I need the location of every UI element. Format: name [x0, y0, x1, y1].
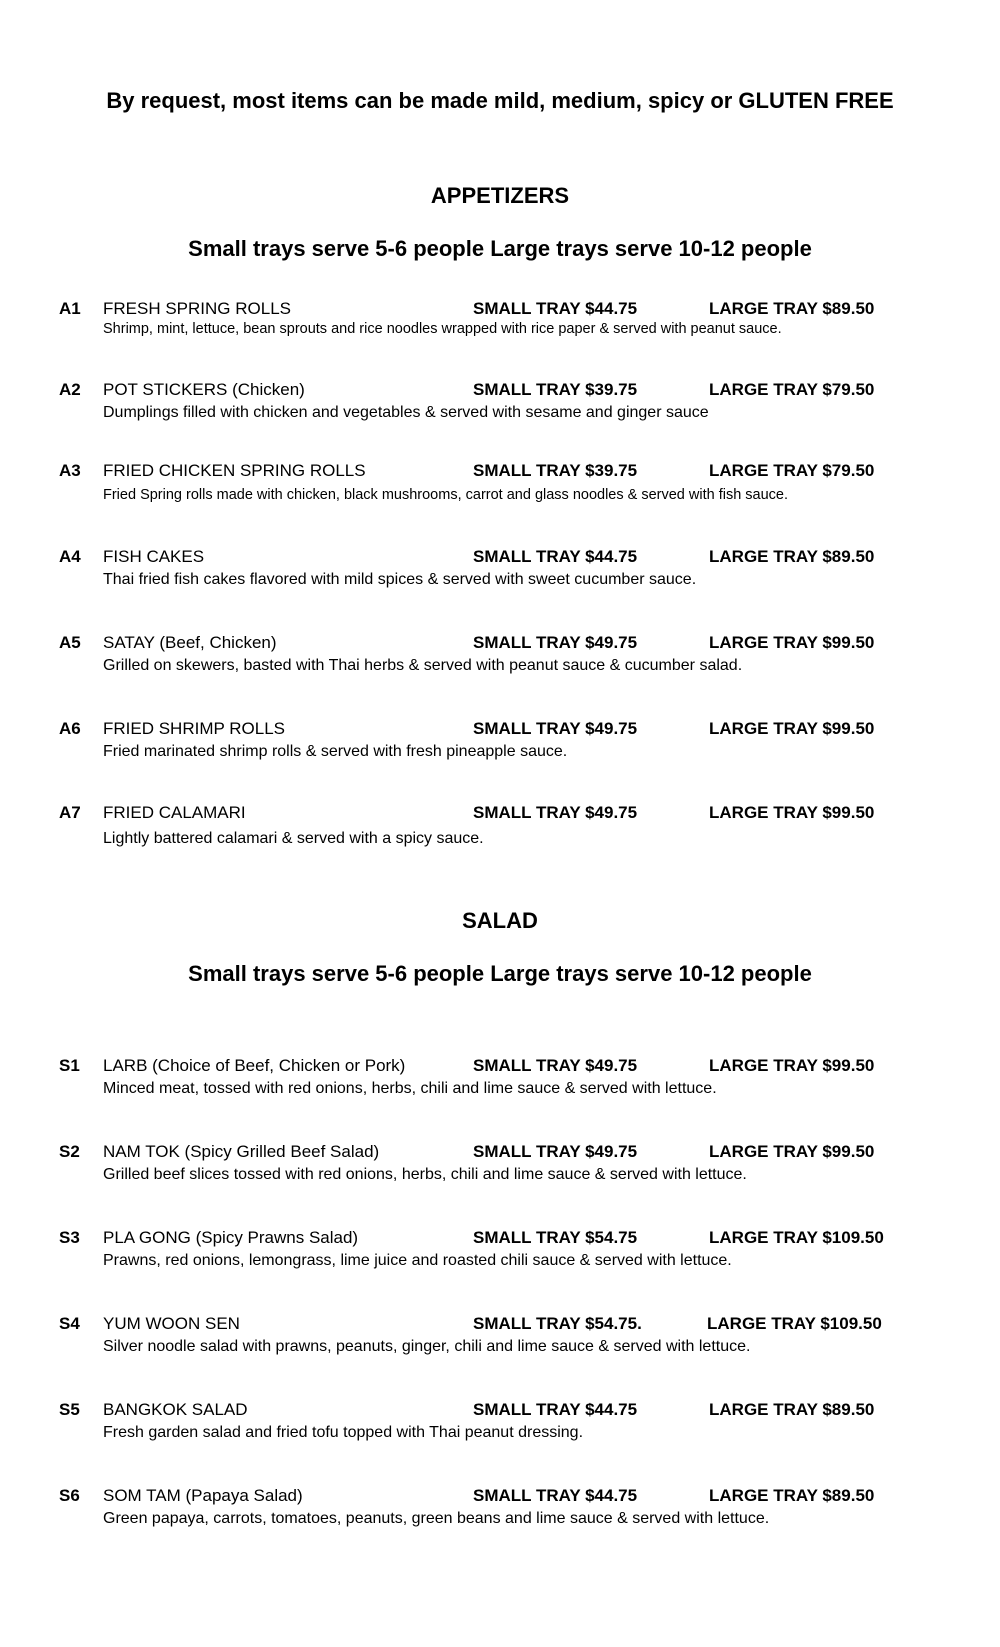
item-description: Grilled on skewers, basted with Thai herbs & served with peanut sauce & cucumber salad.: [103, 657, 743, 674]
item-code: A3: [59, 461, 81, 480]
small-tray-price: SMALL TRAY $44.75: [473, 299, 638, 318]
menu-item-s6: [0, 1486, 1000, 1546]
large-tray-price: LARGE TRAY $99.50: [709, 633, 875, 652]
item-description: Minced meat, tossed with red onions, herbs, chili and lime sauce & served with lettuce.: [103, 1080, 717, 1097]
small-tray-price: SMALL TRAY $49.75: [473, 1056, 638, 1075]
menu-item-a2: [0, 380, 1000, 440]
small-tray-price: SMALL TRAY $44.75: [473, 1486, 638, 1505]
item-code: S3: [59, 1228, 80, 1247]
item-description: Dumplings filled with chicken and vegetables & served with sesame and ginger sauce: [103, 404, 709, 421]
menu-item-s3: [0, 1228, 1000, 1288]
item-name: LARB (Choice of Beef, Chicken or Pork): [103, 1056, 406, 1075]
large-tray-price: LARGE TRAY $89.50: [709, 299, 875, 318]
item-name: FRIED CALAMARI: [103, 803, 246, 822]
small-tray-price: SMALL TRAY $39.75: [473, 461, 638, 480]
small-tray-price: SMALL TRAY $44.75: [473, 1400, 638, 1419]
large-tray-price: LARGE TRAY $109.50: [709, 1228, 884, 1247]
large-tray-price: LARGE TRAY $79.50: [709, 380, 875, 399]
item-code: A5: [59, 633, 81, 652]
item-description: Grilled beef slices tossed with red onions, herbs, chili and lime sauce & served with lettuce.: [103, 1166, 747, 1183]
small-tray-price: SMALL TRAY $49.75: [473, 719, 638, 738]
item-name: PLA GONG (Spicy Prawns Salad): [103, 1228, 359, 1247]
small-tray-price: SMALL TRAY $39.75: [473, 380, 638, 399]
large-tray-price: LARGE TRAY $79.50: [709, 461, 875, 480]
item-description: Thai fried fish cakes flavored with mild spices & served with sweet cucumber sauce.: [103, 571, 697, 588]
small-tray-price: SMALL TRAY $54.75: [473, 1228, 638, 1247]
item-code: S1: [59, 1056, 80, 1075]
item-code: A1: [59, 299, 81, 318]
menu-item-a7: [0, 803, 1000, 863]
item-name: BANGKOK SALAD: [103, 1400, 248, 1419]
item-description: Fresh garden salad and fried tofu topped with Thai peanut dressing.: [103, 1424, 584, 1441]
item-code: S2: [59, 1142, 80, 1161]
salad-title: SALAD: [462, 908, 538, 933]
menu-item-s2: [0, 1142, 1000, 1202]
item-description: Prawns, red onions, lemongrass, lime juice and roasted chili sauce & served with lettuce.: [103, 1252, 732, 1269]
salad-subtitle: Small trays serve 5-6 people Large trays serve 10-12 people: [188, 961, 812, 986]
item-code: S6: [59, 1486, 80, 1505]
item-code: A2: [59, 380, 81, 399]
large-tray-price: LARGE TRAY $89.50: [709, 1400, 875, 1419]
item-description: Green papaya, carrots, tomatoes, peanuts, green beans and lime sauce & served with lettuce.: [103, 1510, 770, 1527]
item-description: Silver noodle salad with prawns, peanuts, ginger, chili and lime sauce & served with lettuce.: [103, 1338, 751, 1355]
large-tray-price: LARGE TRAY $99.50: [709, 803, 875, 822]
item-description: Lightly battered calamari & served with a spicy sauce.: [103, 830, 484, 847]
appetizers-title: APPETIZERS: [430, 183, 570, 208]
large-tray-price: LARGE TRAY $99.50: [709, 719, 875, 738]
item-name: SOM TAM (Papaya Salad): [103, 1486, 303, 1505]
menu-item-a5: [0, 633, 1000, 693]
item-code: S5: [59, 1400, 80, 1419]
small-tray-price: SMALL TRAY $49.75: [473, 803, 638, 822]
menu-item-s1: [0, 1056, 1000, 1116]
menu-item-a4: [0, 547, 1000, 607]
item-description: Shrimp, mint, lettuce, bean sprouts and rice noodles wrapped with rice paper & served with peanut sauce.: [103, 321, 782, 337]
menu-item-s4: [0, 1314, 1000, 1374]
item-name: NAM TOK (Spicy Grilled Beef Salad): [103, 1142, 380, 1161]
small-tray-price: SMALL TRAY $54.75.: [473, 1314, 642, 1333]
menu-item-a6: [0, 719, 1000, 779]
item-name: FRIED CHICKEN SPRING ROLLS: [103, 461, 366, 480]
item-name: FRESH SPRING ROLLS: [103, 299, 291, 318]
item-description: Fried marinated shrimp rolls & served with fresh pineapple sauce.: [103, 743, 568, 760]
item-name: SATAY (Beef, Chicken): [103, 633, 277, 652]
small-tray-price: SMALL TRAY $49.75: [473, 633, 638, 652]
item-name: YUM WOON SEN: [103, 1314, 240, 1333]
menu-item-a1: [0, 299, 1000, 359]
appetizers-subtitle: Small trays serve 5-6 people Large trays serve 10-12 people: [188, 236, 812, 261]
small-tray-price: SMALL TRAY $49.75: [473, 1142, 638, 1161]
large-tray-price: LARGE TRAY $99.50: [709, 1142, 875, 1161]
item-name: FISH CAKES: [103, 547, 205, 566]
dietary-notice: By request, most items can be made mild, medium, spicy or GLUTEN FREE: [106, 88, 894, 113]
menu-item-s5: [0, 1400, 1000, 1460]
menu-item-a3: [0, 461, 1000, 521]
small-tray-price: SMALL TRAY $44.75: [473, 547, 638, 566]
item-code: S4: [59, 1314, 80, 1333]
large-tray-price: LARGE TRAY $99.50: [709, 1056, 875, 1075]
item-code: A6: [59, 719, 81, 738]
large-tray-price: LARGE TRAY $109.50: [707, 1314, 882, 1333]
large-tray-price: LARGE TRAY $89.50: [709, 547, 875, 566]
large-tray-price: LARGE TRAY $89.50: [709, 1486, 875, 1505]
item-code: A7: [59, 803, 81, 822]
item-code: A4: [59, 547, 81, 566]
item-name: FRIED SHRIMP ROLLS: [103, 719, 286, 738]
item-description: Fried Spring rolls made with chicken, black mushrooms, carrot and glass noodles & served with fish sauce.: [103, 487, 789, 503]
item-name: POT STICKERS (Chicken): [103, 380, 305, 399]
